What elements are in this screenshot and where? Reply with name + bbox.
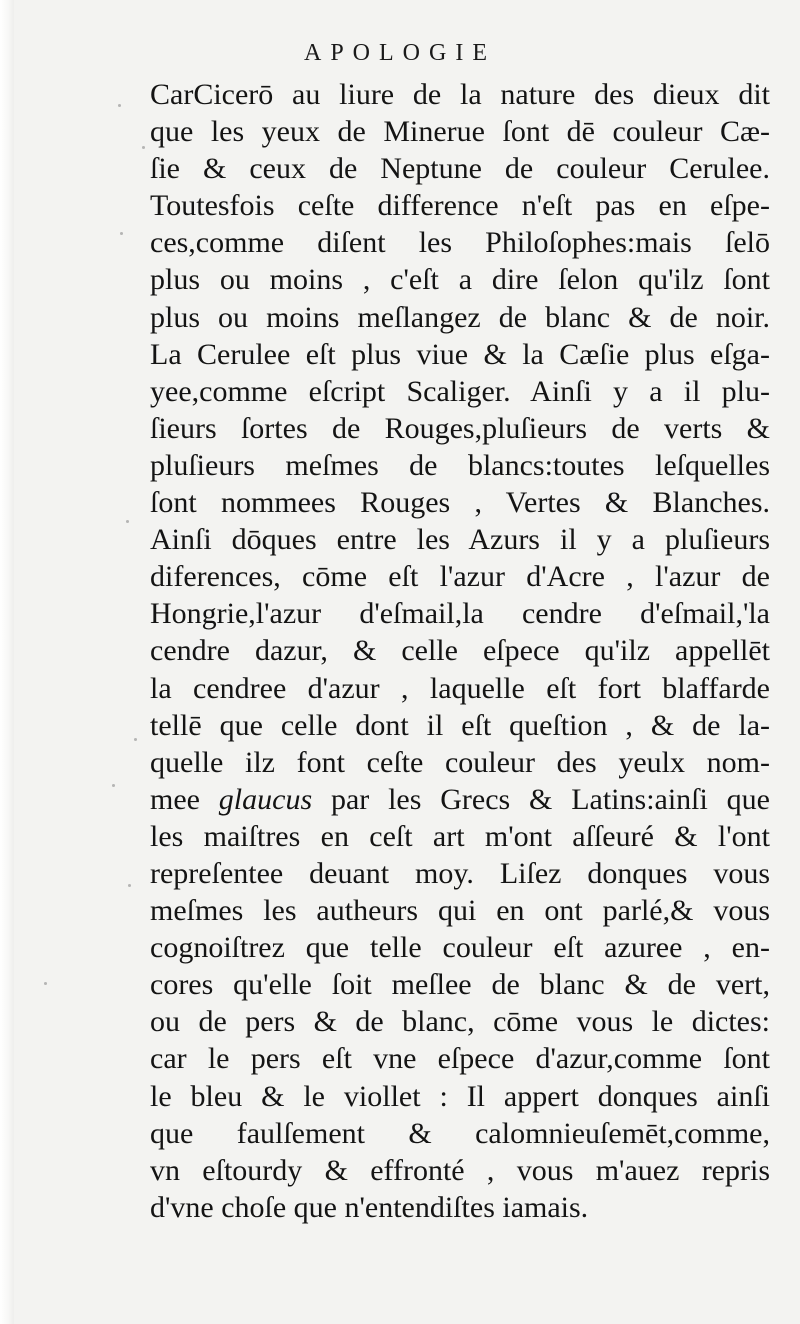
- text-line: la cendree d'azur , laquelle eſt fort blaffarde: [150, 671, 770, 705]
- text-line: plus ou moins , c'eſt a dire ſelon qu'ilz ſont: [150, 263, 770, 297]
- text-segment: mee: [150, 782, 219, 816]
- text-line: ſont nommees Rouges , Vertes & Blanches.: [150, 486, 770, 520]
- text-line: yee,comme eſcript Scaliger. Ainſi y a il plu-: [150, 374, 770, 408]
- paper-speck: [112, 784, 115, 787]
- text-line: CarCicerō au liure de la nature des dieux dit: [150, 78, 770, 111]
- text-line: diferences, cōme eſt l'azur d'Acre , l'azur de: [150, 560, 770, 594]
- paper-speck: [134, 738, 137, 741]
- text-line: le bleu & le viollet : Il appert donques ainſi: [150, 1079, 770, 1113]
- body-text: [150, 76, 770, 1226]
- text-line: vn eſtourdy & effronté , vous m'auez repris: [150, 1153, 770, 1187]
- text-line: que les yeux de Minerue ſont dē couleur Cæ-: [150, 115, 770, 149]
- paper-speck: [142, 146, 145, 149]
- text-line: plus ou moins meſlangez de blanc & de noir.: [150, 300, 770, 334]
- text-line: tellē que celle dont il eſt queſtion , & de la-: [150, 708, 770, 742]
- text-line-last: d'vne choſe que n'entendiſtes iamais.: [150, 1190, 589, 1224]
- text-line: cendre dazur, & celle eſpece qu'ilz appellēt: [150, 634, 770, 668]
- text-line-glaucus: [150, 781, 770, 818]
- italic-word-glaucus: glaucus: [218, 782, 313, 816]
- text-line: ſie & ceux de Neptune de couleur Cerulee.: [150, 152, 770, 186]
- text-line: car le pers eſt vne eſpece d'azur,comme ſont: [150, 1042, 770, 1076]
- text-line: Toutesfois ceſte difference n'eſt pas en eſpe-: [150, 189, 770, 223]
- text-line: repreſentee deuant moy. Liſez donques vous: [150, 856, 770, 890]
- page-edge-shadow: [0, 0, 14, 1324]
- text-line: ſieurs ſortes de Rouges,pluſieurs de verts &: [150, 411, 770, 445]
- text-line: cognoiſtrez que telle couleur eſt azuree , en-: [150, 931, 770, 965]
- paper-speck: [120, 232, 123, 235]
- text-line: meſmes les autheurs qui en ont parlé,& vous: [150, 894, 770, 928]
- text-line: cores qu'elle ſoit meſlee de blanc & de vert,: [150, 968, 770, 1002]
- text-line: Ainſi dōques entre les Azurs il y a pluſieurs: [150, 523, 770, 557]
- text-line: La Cerulee eſt plus viue & la Cæſie plus eſga-: [150, 337, 770, 371]
- text-line: les maiſtres en ceſt art m'ont aſſeuré & l'ont: [150, 819, 770, 853]
- paper-speck: [118, 104, 121, 107]
- text-line: ou de pers & de blanc, cōme vous le dictes:: [150, 1005, 770, 1039]
- paper-speck: [44, 982, 47, 985]
- text-line: quelle ilz font ceſte couleur des yeulx nom-: [150, 745, 770, 779]
- paper-speck: [128, 884, 131, 887]
- text-line: pluſieurs meſmes de blancs:toutes leſquelles: [150, 448, 770, 482]
- text-segment: par les Grecs & Latins:ainſi que: [312, 782, 770, 816]
- running-header: APOLOGIE: [304, 40, 496, 66]
- text-line: Hongrie,l'azur d'eſmail,la cendre d'eſmail,'la: [150, 597, 770, 631]
- text-line: que faulſement & calomnieuſemēt,comme,: [150, 1116, 770, 1150]
- text-line: ces,comme diſent les Philoſophes:mais ſelō: [150, 226, 770, 260]
- paper-speck: [126, 520, 129, 523]
